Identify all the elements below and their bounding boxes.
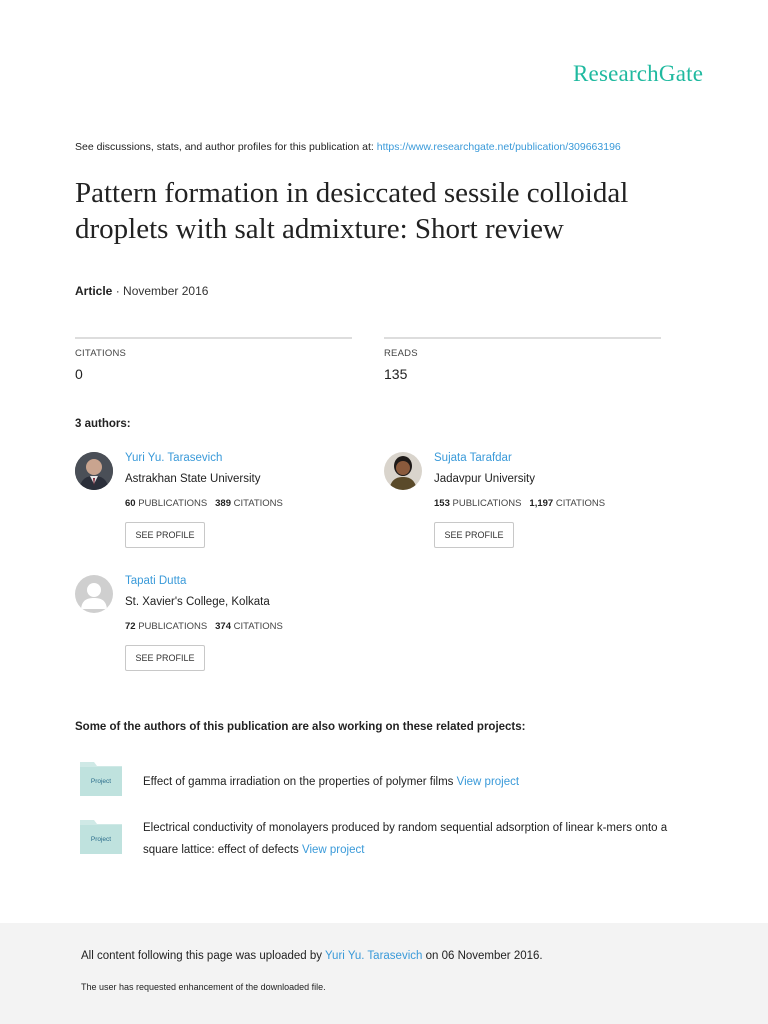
see-profile-button[interactable]: SEE PROFILE — [434, 522, 514, 548]
author-photo-icon — [384, 452, 422, 490]
reads-divider — [384, 337, 661, 339]
reads-value: 135 — [384, 366, 408, 382]
project-icon-label: Project — [90, 836, 112, 843]
upload-prefix: All content following this page was uploaded by — [81, 950, 326, 962]
article-title: Pattern formation in desiccated sessile colloidal droplets with salt admixture: Short review — [75, 177, 629, 245]
author-name-link[interactable]: Tapati Dutta — [125, 575, 187, 587]
publications-label: PUBLICATIONS — [138, 621, 208, 632]
author-institution: Jadavpur University — [434, 473, 535, 485]
project-icon-label: Project — [90, 778, 112, 785]
related-projects-heading: Some of the authors of this publication are also working on these related projects: — [75, 721, 526, 733]
author-stats — [434, 498, 605, 509]
publications-label: PUBLICATIONS — [452, 498, 522, 509]
reads-label: READS — [384, 348, 418, 359]
citations-value: 0 — [75, 366, 83, 382]
author-stats — [125, 498, 283, 509]
publications-count: 72 — [125, 621, 136, 632]
author-photo-icon — [75, 452, 113, 490]
upload-info — [81, 950, 543, 962]
view-project-link[interactable]: View project — [301, 844, 365, 856]
publications-count: 60 — [125, 498, 136, 509]
publications-count: 153 — [434, 498, 450, 509]
publications-label: PUBLICATIONS — [138, 498, 208, 509]
uploader-link[interactable]: Yuri Yu. Tarasevich — [325, 950, 423, 962]
article-meta — [75, 284, 208, 298]
see-profile-button[interactable]: SEE PROFILE — [125, 645, 205, 671]
article-date: November 2016 — [123, 284, 209, 298]
project-title-line1: Electrical conductivity of monolayers produced by random sequential adsorption of linear k-mers onto a — [143, 822, 668, 834]
upload-footer — [0, 923, 768, 1024]
avatar[interactable] — [75, 575, 113, 613]
authors-heading: 3 authors: — [75, 418, 131, 430]
default-user-icon — [75, 575, 113, 613]
project-title-line2: square lattice: effect of defects — [143, 844, 299, 856]
discussion-line — [75, 141, 621, 153]
author-citations-label: CITATIONS — [233, 621, 283, 632]
view-project-link[interactable]: View project — [456, 776, 520, 788]
project-item — [143, 817, 667, 861]
author-institution: Astrakhan State University — [125, 473, 261, 485]
project-folder-icon — [80, 820, 122, 854]
citations-count: 374 — [215, 621, 231, 632]
citations-divider — [75, 337, 352, 339]
article-type: Article — [75, 284, 113, 298]
author-name-link[interactable]: Yuri Yu. Tarasevich — [125, 452, 223, 464]
publication-url-link[interactable]: https://www.researchgate.net/publication/309663196 — [376, 141, 621, 153]
citations-label: CITATIONS — [75, 348, 127, 359]
project-item — [143, 771, 519, 793]
enhancement-note: The user has requested enhancement of the downloaded file. — [81, 982, 326, 992]
author-stats — [125, 621, 283, 632]
avatar[interactable] — [384, 452, 422, 490]
meta-separator: · — [112, 284, 124, 298]
citations-count: 389 — [215, 498, 231, 509]
project-title: Effect of gamma irradiation on the properties of polymer films — [143, 776, 454, 788]
discussion-prefix: See discussions, stats, and author profiles for this publication at: — [75, 141, 377, 153]
see-profile-button[interactable]: SEE PROFILE — [125, 522, 205, 548]
author-citations-label: CITATIONS — [555, 498, 606, 509]
researchgate-logo[interactable]: ResearchGate — [573, 61, 704, 86]
citations-count: 1,197 — [529, 498, 554, 509]
author-citations-label: CITATIONS — [233, 498, 283, 509]
author-name-link[interactable]: Sujata Tarafdar — [434, 452, 512, 464]
author-institution: St. Xavier's College, Kolkata — [125, 596, 270, 608]
avatar[interactable] — [75, 452, 113, 490]
upload-suffix: on 06 November 2016. — [422, 950, 543, 962]
project-folder-icon — [80, 762, 122, 796]
